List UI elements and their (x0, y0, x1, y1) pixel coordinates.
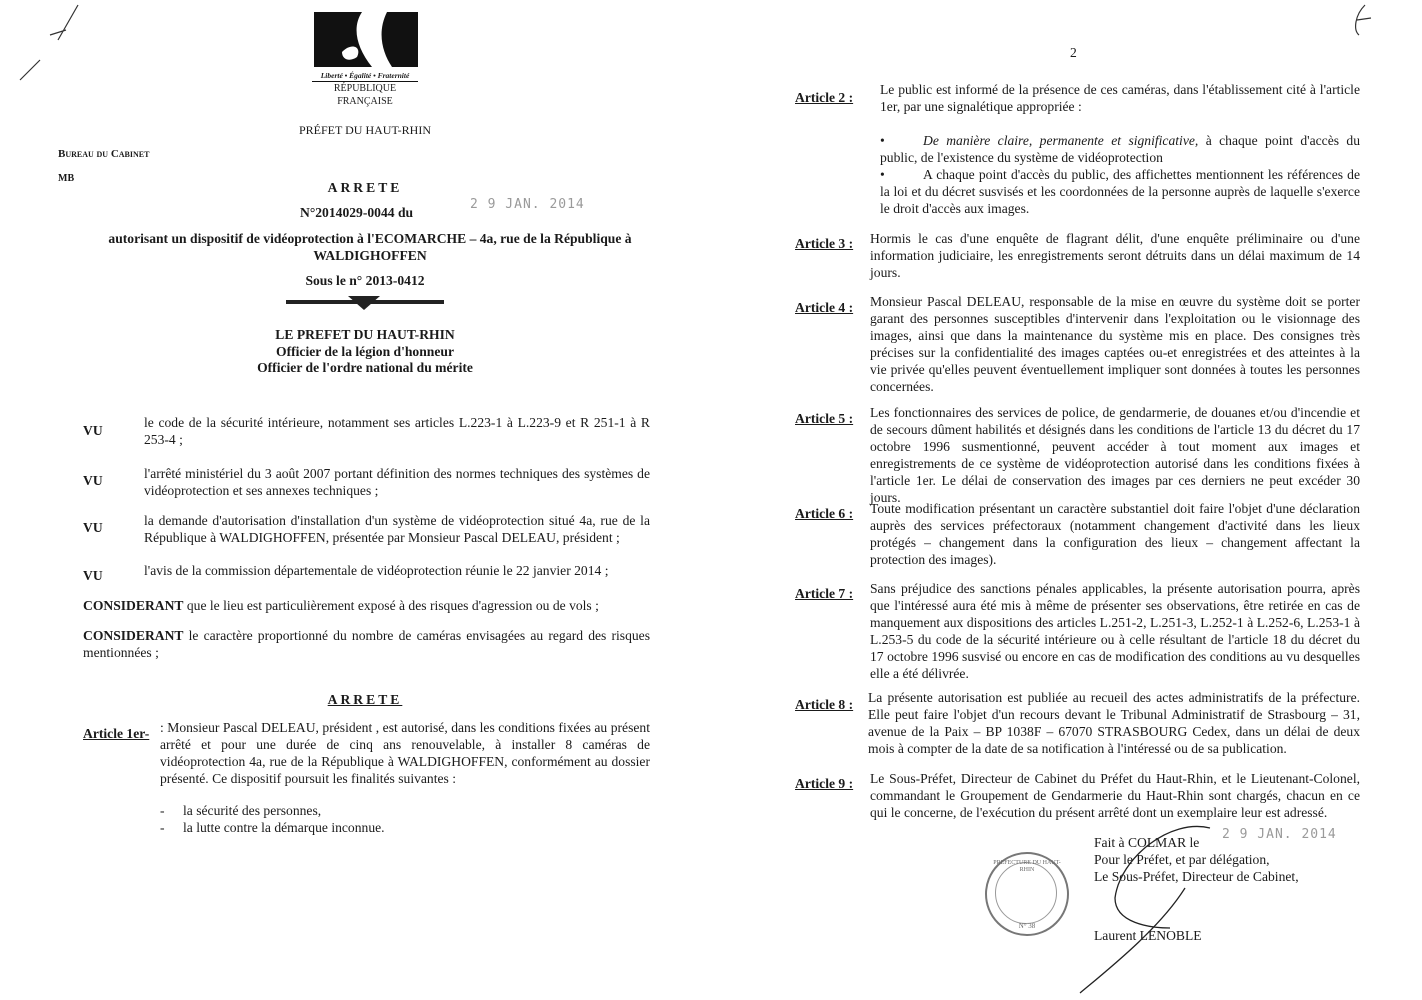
visa-label: VU (83, 568, 103, 583)
sous-numero: Sous le n° 2013-0412 (305, 273, 425, 288)
considerant-label: CONSIDERANT (83, 598, 184, 613)
article-text: Le Sous-Préfet, Directeur de Cabinet du Préfet du Haut-Rhin, et le Lieutenant-Colonel, commandant le Groupement de Gendarmerie du Haut-Rhin sont chargés, chacun en ce qui le concerne, de l'exécution du présent arrêté dont un exemplaire leur est adressé. (870, 771, 1360, 820)
visa-text: la demande d'autorisation d'installation d'un système de vidéoprotection situé 4a, rue de la République à WALDIGHOFFEN, présentée par Monsieur Pascal DELEAU, président ; (144, 513, 650, 545)
visa-text: l'arrêté ministériel du 3 août 2007 portant définition des normes techniques des systèmes de vidéoprotection et ses annexes techniques ; (144, 466, 650, 498)
list-item-text: la lutte contre la démarque inconnue. (183, 820, 385, 835)
bullet-item: • De manière claire, permanente et significative, à chaque point d'accès du public, de l'existence du système de vidéoprotection (880, 133, 1360, 165)
bullet-text: à chaque point d'accès du public, de l'existence du système de vidéoprotection (880, 133, 1360, 165)
signatory-name: Laurent LENOBLE (1094, 928, 1202, 943)
visa-label: VU (83, 423, 103, 438)
bullet-text: A chaque point d'accès du public, des affichettes mentionnent les références de la loi et du décret susvisés et les coordonnées de la personne auprès de laquelle s'exerce le droit d'accès aux images. (880, 167, 1360, 216)
prefecture-seal (985, 852, 1069, 936)
signature-title: Le Sous-Préfet, Directeur de Cabinet, (1094, 869, 1299, 884)
article-text: Toute modification présentant un caractère substantiel doit faire l'objet d'une déclaration auprès des services préfectoraux (notamment changement d'activité dans les lieux protégés – changement dans la configuration des lieux – changement affectant la protection des images). (870, 501, 1360, 567)
article-text: Sans préjudice des sanctions pénales applicables, la présente autorisation pourra, après que l'intéressé aura été mis à même de présenter ses observations, être retirée en cas de manquement aux dispositions des articles L.251-2, L.251-3, L.252-1 à L.252-6, L.253-1 à L.253-5 du code de la sécurité intérieure ou à celle résultant de l'article 18 du décret du 17 octobre 1996 susvisé ou encore en cas de modification des conditions au vu desquelles elle a été délivrée. (870, 581, 1360, 681)
article-text: Les fonctionnaires des services de police, de gendarmerie, de douanes et/ou d'incendie et de secours dûment habilités et désignés dans les conditions de l'article 13 du décret du 17 octobre 1996 susmentionné, peuvent accéder à tout moment aux images et enregistrements de ce système de vidéoprotection autorisé dans les conditions fixées à l'article 1er. Le délai de conservation des images par ces derniers ne peut excéder 30 jours. (870, 405, 1360, 505)
article-label: Article 4 : (795, 300, 854, 315)
article-text: La présente autorisation est publiée au recueil des actes administratifs de la préfecture. Elle peut faire l'objet d'un recours devant le Tribunal Administratif de Strasbourg – 31, avenue de la Paix – BP 1038F – 67070 STRASBOURG Cedex, dans un délai de deux mois à compter de la date de sa notification à l'intéressé ou de sa publication. (868, 690, 1360, 756)
article-label: Article 6 : (795, 506, 854, 521)
authority-line-1: LE PREFET DU HAUT-RHIN (275, 327, 455, 342)
document-title: ARRETE (327, 180, 403, 195)
article-label: Article 9 : (795, 776, 854, 791)
republic-logo (312, 12, 418, 108)
visa-label: VU (83, 520, 103, 535)
signature-date-stamp: 2 9 JAN. 2014 (1222, 827, 1337, 842)
date-stamp: 2 9 JAN. 2014 (470, 197, 585, 212)
bullet-italic: De manière claire, permanente et significative, (923, 133, 1199, 148)
seal-number: N° 38 (1018, 922, 1036, 930)
visa-label: VU (83, 473, 103, 488)
handwritten-page-mark-icon (1345, 0, 1385, 40)
visa-text: le code de la sécurité intérieure, notamment ses articles L.223-1 à L.223-9 et R 251-1 à R 253-4 ; (144, 415, 650, 447)
seal-text: PREFECTURE DU HAUT-RHIN (993, 860, 1061, 873)
article-text: Hormis le cas d'une enquête de flagrant délit, d'une enquête préliminaire ou d'une information judiciaire, les enregistrements seront détruits dans un délai maximum de 14 jours. (870, 231, 1360, 280)
document-number: N°2014029-0044 du (300, 205, 414, 220)
considerant-2 (83, 627, 650, 661)
handwritten-signature-icon (1070, 818, 1290, 998)
initials: MB (58, 173, 75, 184)
article-text: Monsieur Pascal DELEAU, responsable de la mise en œuvre du système doit se porter garant des personnes susceptibles d'intervenir dans l'exploitation ou le visionnage des images, ainsi que dans la maintenance du système mis en place. Des consignes très précises sur la confidentialité des images captées ou-et enregistrées et des atteintes à la vie privée qu'elles peuvent éventuellement impliquer sont données à toutes les personnes concernées. (870, 294, 1360, 394)
list-item: - la lutte contre la démarque inconnue. (160, 820, 385, 835)
logo-motto: Liberté • Égalité • Fraternité (312, 71, 418, 82)
marianne-logo-icon (312, 12, 418, 67)
ornament-divider-icon (286, 296, 446, 314)
considerant-text: que le lieu est particulièrement exposé à des risques d'agression ou de vols ; (183, 598, 599, 613)
considerant-1 (83, 597, 650, 614)
article-label: Article 2 : (795, 90, 854, 105)
visa-text: l'avis de la commission départementale de vidéoprotection réunie le 22 janvier 2014 ; (144, 563, 609, 578)
article-label: Article 1er- (83, 726, 150, 741)
signature-delegation: Pour le Préfet, et par délégation, (1094, 852, 1270, 867)
list-item-text: la sécurité des personnes, (183, 803, 322, 818)
article-label: Article 7 : (795, 586, 854, 601)
article-text: Le public est informé de la présence de ces caméras, dans l'établissement cité à l'article 1er, par une signalétique appropriée : (880, 82, 1360, 114)
authority-line-3: Officier de l'ordre national du mérite (257, 360, 473, 375)
subject-line-2: WALDIGHOFFEN (313, 248, 427, 263)
subject-line-1: autorisant un dispositif de vidéoprotection à l'ECOMARCHE – 4a, rue de la République à (108, 231, 632, 246)
arrete-heading: ARRETE (327, 692, 403, 707)
list-item: - la sécurité des personnes, (160, 803, 322, 818)
handwritten-mark-icon (0, 0, 120, 110)
page-number: 2 (1070, 45, 1077, 60)
article-label: Article 5 : (795, 411, 854, 426)
article-label: Article 8 : (795, 697, 854, 712)
article-label: Article 3 : (795, 236, 854, 251)
authority-line-2: Officier de la légion d'honneur (276, 344, 454, 359)
considerant-label: CONSIDERANT (83, 628, 184, 643)
prefet-header: PRÉFET DU HAUT-RHIN (298, 123, 431, 137)
purpose-list (160, 802, 385, 836)
considerant-text: le caractère proportionné du nombre de caméras envisagées au regard des risques mentionnées ; (83, 628, 650, 660)
article-text: : Monsieur Pascal DELEAU, président , est autorisé, dans les conditions fixées au présent arrêté et pour une durée de cinq ans renouvelable, à installer 8 caméras de vidéoprotection 4a, rue de la République à WALDIGHOFFEN, conformément au dossier présenté. Ce dispositif poursuit les finalités suivantes : (160, 720, 650, 786)
logo-republic: RÉPUBLIQUE FRANÇAISE (333, 83, 397, 107)
signature-place: Fait à COLMAR le (1094, 835, 1200, 850)
bullet-item: • A chaque point d'accès du public, des affichettes mentionnent les références de la loi et du décret susvisés et les coordonnées de la personne auprès de laquelle s'exerce le droit d'accès aux images. (880, 167, 1360, 216)
bureau-label: Bureau du Cabinet (58, 148, 150, 160)
